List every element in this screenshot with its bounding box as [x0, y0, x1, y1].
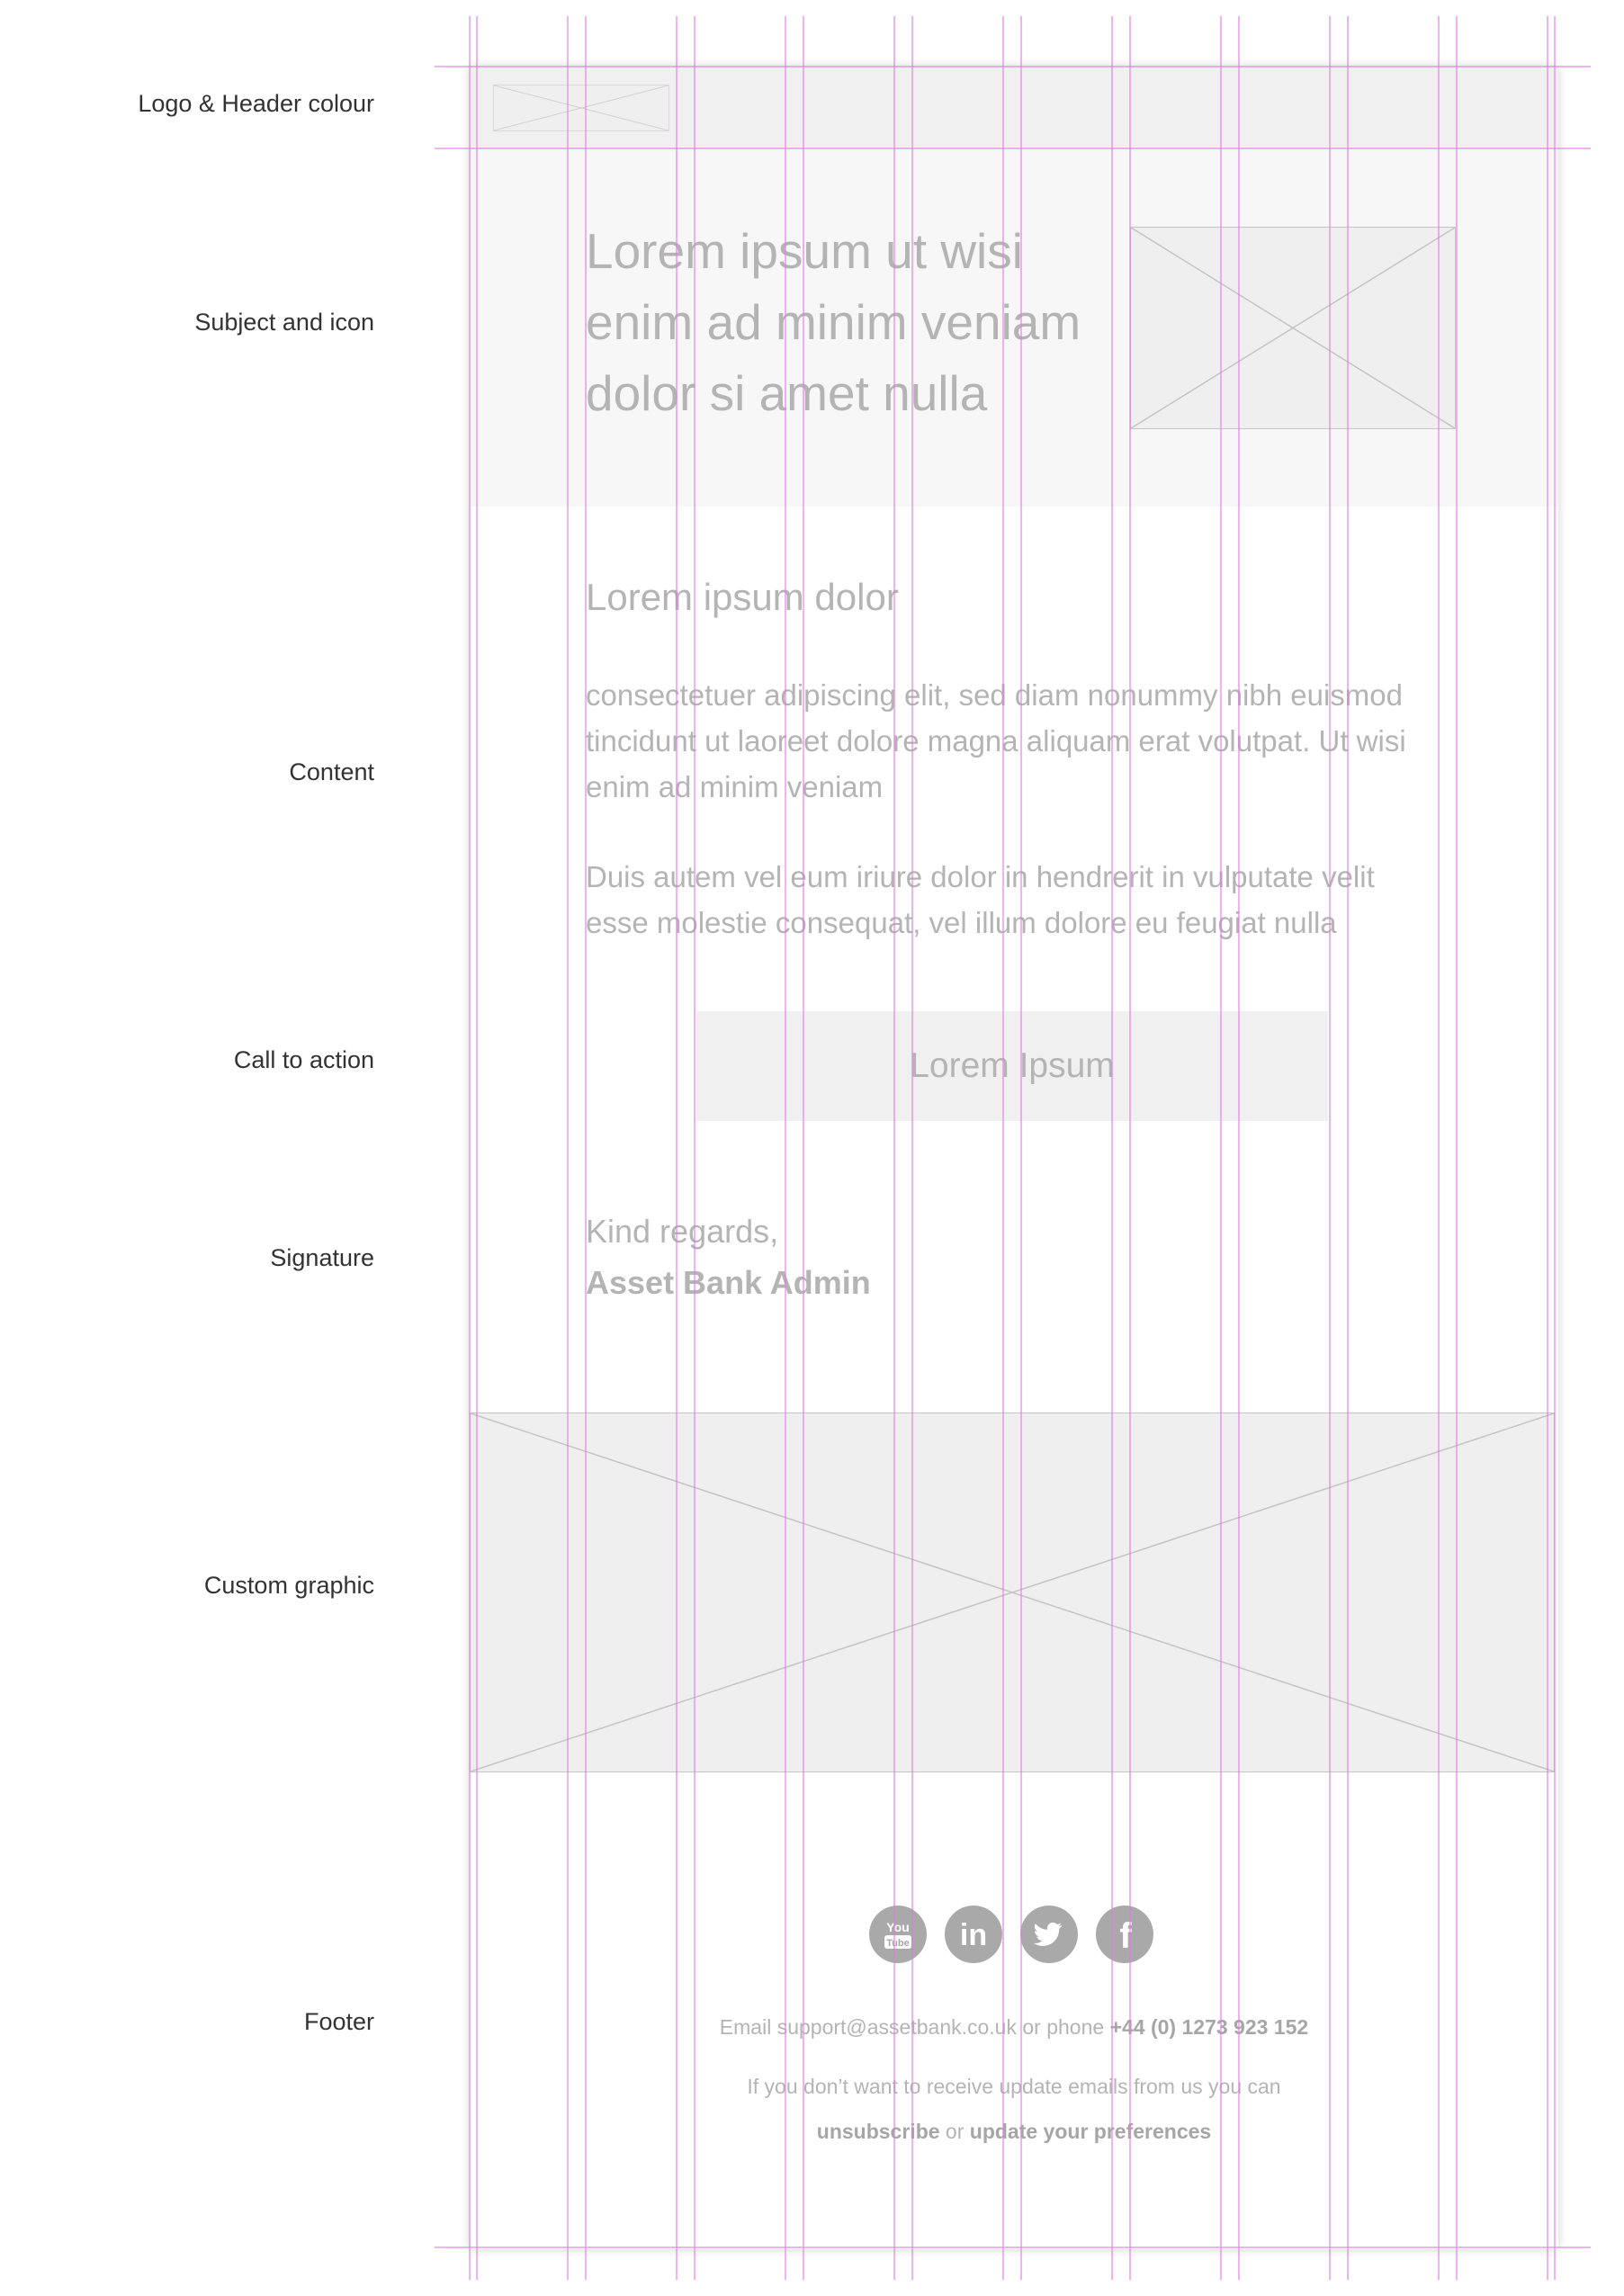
label-footer: Footer [303, 2008, 374, 2035]
update-preferences-link[interactable]: update your preferences [969, 2120, 1212, 2143]
label-subject-icon: Subject and icon [194, 309, 374, 336]
linkedin-icon[interactable] [945, 1906, 1002, 1963]
contact-middle: or phone [1016, 2015, 1110, 2039]
signature-greeting: Kind regards, [586, 1213, 779, 1250]
footer-links-line [470, 2120, 1558, 2144]
content-paragraph-1: consectetuer adipiscing elit, sed diam nonummy nibh euismod tincidunt ut laoreet dolore magna aliquam erat volutpat. Ut wisi enim ad minim veniam [586, 678, 1406, 803]
svg-text:You: You [886, 1920, 910, 1934]
label-custom-graphic: Custom graphic [203, 1572, 374, 1599]
contact-prefix: Email [719, 2015, 777, 2039]
label-logo-header: Logo & Header colour [138, 90, 374, 117]
logo-placeholder [493, 85, 669, 131]
svg-text:f: f [1119, 1916, 1132, 1956]
subject-title: Lorem ipsum ut wisi enim ad minim veniam dolor si amet nulla [586, 223, 1081, 421]
contact-email-link[interactable]: support@assetbank.co.uk [776, 2015, 1017, 2039]
facebook-icon[interactable] [1096, 1906, 1153, 1963]
svg-text:in: in [959, 1918, 988, 1952]
footer-contact-line [470, 2015, 1558, 2040]
youtube-icon[interactable] [869, 1906, 927, 1963]
content-paragraph-2: Duis autem vel eum iriure dolor in hendrerit in vulputate velit esse molestie consequat, vel illum dolore eu feugiat nulla [586, 860, 1375, 939]
unsubscribe-link[interactable]: unsubscribe [816, 2120, 940, 2143]
signature-name: Asset Bank Admin [586, 1264, 871, 1301]
svg-text:Tube: Tube [886, 1938, 910, 1949]
label-signature: Signature [270, 1244, 374, 1271]
cta-button[interactable]: Lorem Ipsum [696, 1011, 1328, 1121]
contact-phone: +44 (0) 1273 923 152 [1109, 2015, 1309, 2039]
label-call-to-action: Call to action [233, 1046, 374, 1073]
label-content: Content [289, 758, 374, 785]
or-text: or [939, 2120, 970, 2143]
twitter-icon[interactable] [1020, 1906, 1078, 1963]
footer-unsubscribe-notice: If you don’t want to receive update emails from us you can [747, 2075, 1281, 2098]
content-heading: Lorem ipsum dolor [586, 576, 899, 618]
subject-icon-placeholder [1130, 227, 1456, 429]
custom-graphic-placeholder [470, 1413, 1555, 1772]
